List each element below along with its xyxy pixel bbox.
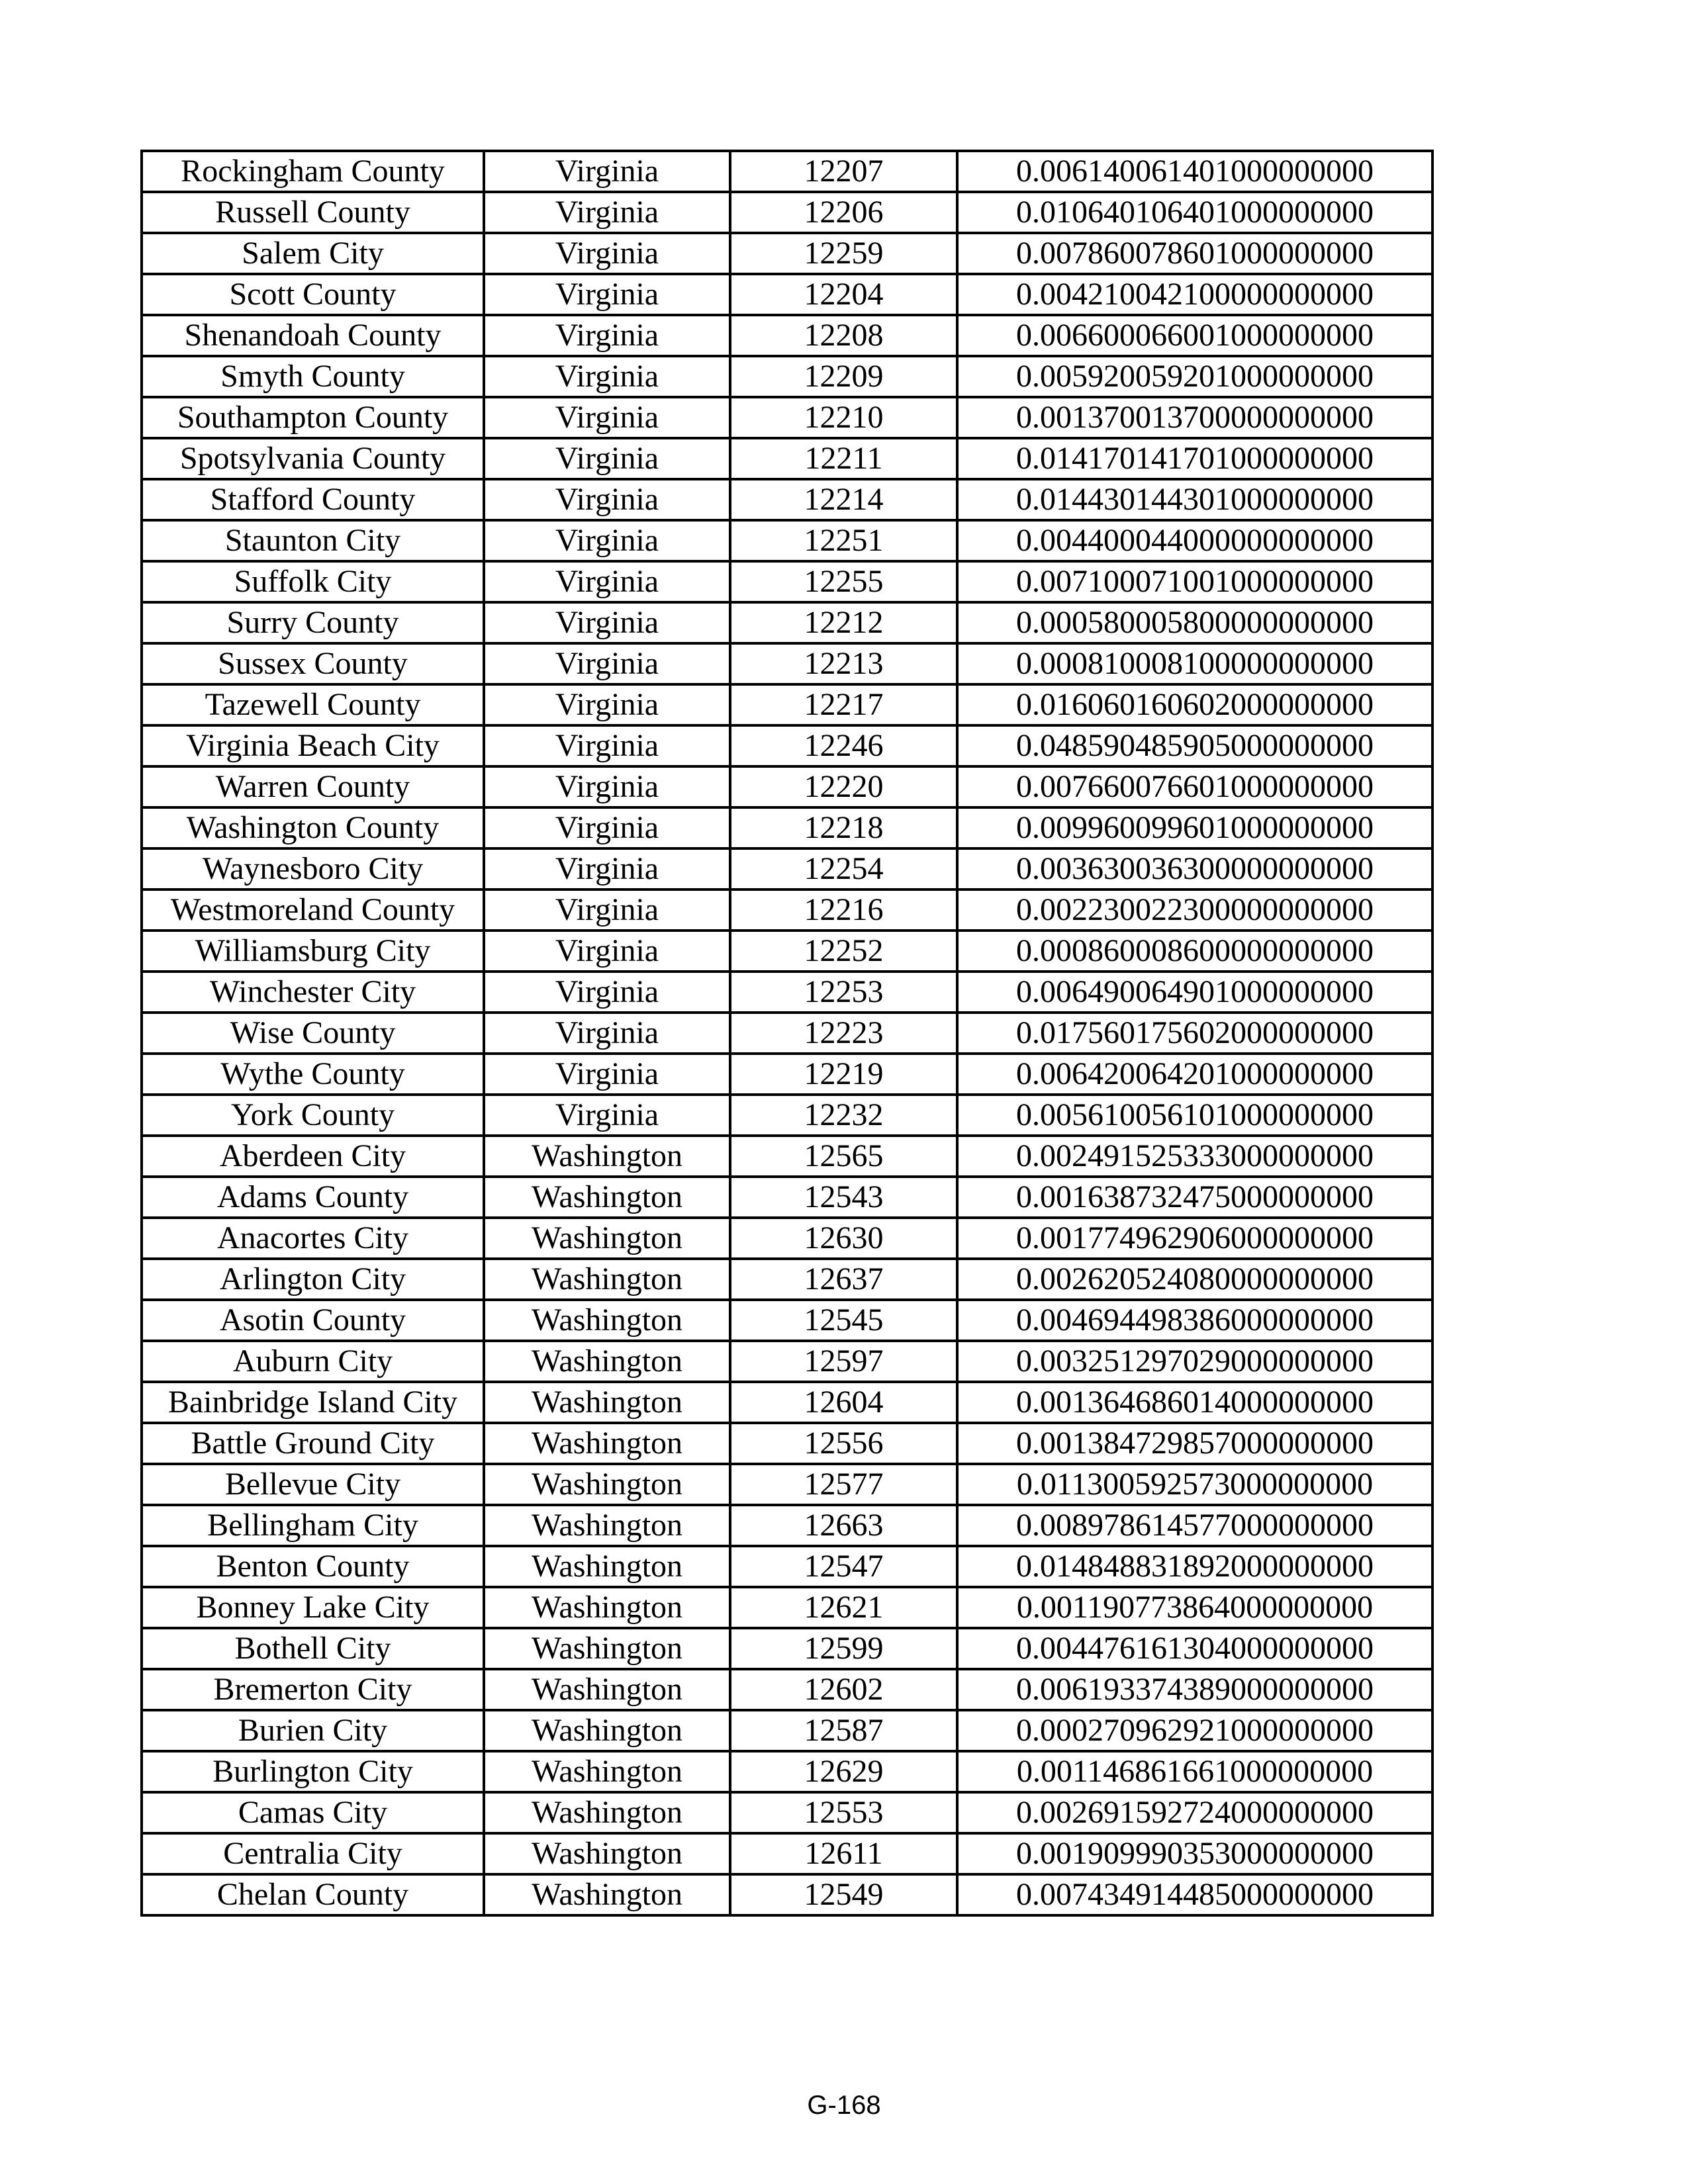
state-cell: Washington [484, 1874, 730, 1915]
county-name-cell: Wise County [142, 1013, 484, 1054]
county-name-cell: Adams County [142, 1177, 484, 1218]
value-cell: 0.005920059201000000000 [957, 356, 1432, 397]
county-name-cell: Battle Ground City [142, 1423, 484, 1464]
value-cell: 0.004210042100000000000 [957, 274, 1432, 315]
state-cell: Virginia [484, 315, 730, 356]
county-name-cell: Bainbridge Island City [142, 1382, 484, 1423]
table-row [142, 1136, 1432, 1177]
state-cell: Washington [484, 1669, 730, 1710]
value-cell: 0.001146861661000000000 [957, 1751, 1432, 1792]
value-cell: 0.007860078601000000000 [957, 233, 1432, 274]
county-name-cell: Washington County [142, 807, 484, 848]
county-name-cell: Warren County [142, 766, 484, 807]
value-cell: 0.006420064201000000000 [957, 1054, 1432, 1095]
id-cell: 12212 [730, 602, 957, 643]
table-row [142, 356, 1432, 397]
value-cell: 0.010640106401000000000 [957, 192, 1432, 233]
state-cell: Washington [484, 1792, 730, 1833]
county-name-cell: Winchester City [142, 972, 484, 1013]
table-row [142, 479, 1432, 520]
county-name-cell: Wythe County [142, 1054, 484, 1095]
value-cell: 0.004400044000000000000 [957, 520, 1432, 561]
page-number: G-168 [807, 2091, 881, 2120]
value-cell: 0.005610056101000000000 [957, 1095, 1432, 1136]
value-cell: 0.004694498386000000000 [957, 1300, 1432, 1341]
id-cell: 12254 [730, 848, 957, 889]
table-row [142, 1669, 1432, 1710]
county-name-cell: York County [142, 1095, 484, 1136]
county-name-cell: Bremerton City [142, 1669, 484, 1710]
value-cell: 0.003251297029000000000 [957, 1341, 1432, 1382]
value-cell: 0.002620524080000000000 [957, 1259, 1432, 1300]
county-name-cell: Virginia Beach City [142, 725, 484, 766]
value-cell: 0.000860008600000000000 [957, 931, 1432, 972]
county-name-cell: Bothell City [142, 1628, 484, 1669]
table-row [142, 520, 1432, 561]
state-cell: Virginia [484, 602, 730, 643]
county-name-cell: Staunton City [142, 520, 484, 561]
state-cell: Virginia [484, 192, 730, 233]
allocation-table [140, 150, 1434, 1917]
id-cell: 12629 [730, 1751, 957, 1792]
value-cell: 0.004476161304000000000 [957, 1628, 1432, 1669]
value-cell: 0.008978614577000000000 [957, 1505, 1432, 1546]
state-cell: Virginia [484, 151, 730, 192]
table-row [142, 1505, 1432, 1546]
id-cell: 12210 [730, 397, 957, 438]
state-cell: Virginia [484, 931, 730, 972]
county-name-cell: Arlington City [142, 1259, 484, 1300]
table-row [142, 1300, 1432, 1341]
id-cell: 12556 [730, 1423, 957, 1464]
table-row [142, 643, 1432, 684]
value-cell: 0.001190773864000000000 [957, 1587, 1432, 1628]
county-name-cell: Bellevue City [142, 1464, 484, 1505]
value-cell: 0.002491525333000000000 [957, 1136, 1432, 1177]
id-cell: 12204 [730, 274, 957, 315]
value-cell: 0.007434914485000000000 [957, 1874, 1432, 1915]
county-name-cell: Burlington City [142, 1751, 484, 1792]
state-cell: Washington [484, 1833, 730, 1874]
table-row [142, 807, 1432, 848]
state-cell: Washington [484, 1423, 730, 1464]
state-cell: Virginia [484, 807, 730, 848]
value-cell: 0.006600066001000000000 [957, 315, 1432, 356]
state-cell: Virginia [484, 889, 730, 931]
county-name-cell: Chelan County [142, 1874, 484, 1915]
table-body [142, 151, 1432, 1915]
id-cell: 12545 [730, 1300, 957, 1341]
value-cell: 0.006490064901000000000 [957, 972, 1432, 1013]
id-cell: 12252 [730, 931, 957, 972]
table-row [142, 151, 1432, 192]
state-cell: Virginia [484, 848, 730, 889]
table-row [142, 889, 1432, 931]
table-row [142, 931, 1432, 972]
value-cell: 0.006140061401000000000 [957, 151, 1432, 192]
county-name-cell: Suffolk City [142, 561, 484, 602]
state-cell: Washington [484, 1464, 730, 1505]
county-name-cell: Southampton County [142, 397, 484, 438]
value-cell: 0.017560175602000000000 [957, 1013, 1432, 1054]
value-cell: 0.000810008100000000000 [957, 643, 1432, 684]
id-cell: 12577 [730, 1464, 957, 1505]
state-cell: Washington [484, 1505, 730, 1546]
state-cell: Virginia [484, 643, 730, 684]
value-cell: 0.002230022300000000000 [957, 889, 1432, 931]
id-cell: 12663 [730, 1505, 957, 1546]
table-row [142, 1013, 1432, 1054]
id-cell: 12630 [730, 1218, 957, 1259]
id-cell: 12207 [730, 151, 957, 192]
table-row [142, 561, 1432, 602]
county-name-cell: Smyth County [142, 356, 484, 397]
state-cell: Virginia [484, 274, 730, 315]
value-cell: 0.001370013700000000000 [957, 397, 1432, 438]
value-cell: 0.011300592573000000000 [957, 1464, 1432, 1505]
value-cell: 0.007100071001000000000 [957, 561, 1432, 602]
state-cell: Virginia [484, 520, 730, 561]
value-cell: 0.007660076601000000000 [957, 766, 1432, 807]
county-name-cell: Benton County [142, 1546, 484, 1587]
id-cell: 12209 [730, 356, 957, 397]
value-cell: 0.001364686014000000000 [957, 1382, 1432, 1423]
table-row [142, 274, 1432, 315]
id-cell: 12604 [730, 1382, 957, 1423]
state-cell: Washington [484, 1136, 730, 1177]
id-cell: 12599 [730, 1628, 957, 1669]
value-cell: 0.001774962906000000000 [957, 1218, 1432, 1259]
table-row [142, 972, 1432, 1013]
id-cell: 12211 [730, 438, 957, 479]
county-name-cell: Waynesboro City [142, 848, 484, 889]
value-cell: 0.014848831892000000000 [957, 1546, 1432, 1587]
id-cell: 12549 [730, 1874, 957, 1915]
county-name-cell: Russell County [142, 192, 484, 233]
state-cell: Virginia [484, 479, 730, 520]
state-cell: Virginia [484, 1013, 730, 1054]
county-name-cell: Stafford County [142, 479, 484, 520]
id-cell: 12565 [730, 1136, 957, 1177]
id-cell: 12220 [730, 766, 957, 807]
county-name-cell: Bonney Lake City [142, 1587, 484, 1628]
id-cell: 12253 [730, 972, 957, 1013]
value-cell: 0.000580005800000000000 [957, 602, 1432, 643]
state-cell: Virginia [484, 561, 730, 602]
id-cell: 12597 [730, 1341, 957, 1382]
value-cell: 0.006193374389000000000 [957, 1669, 1432, 1710]
state-cell: Washington [484, 1710, 730, 1751]
state-cell: Washington [484, 1300, 730, 1341]
county-name-cell: Sussex County [142, 643, 484, 684]
state-cell: Virginia [484, 438, 730, 479]
table-row [142, 848, 1432, 889]
state-cell: Virginia [484, 356, 730, 397]
county-name-cell: Burien City [142, 1710, 484, 1751]
id-cell: 12246 [730, 725, 957, 766]
table-row [142, 1423, 1432, 1464]
state-cell: Virginia [484, 684, 730, 725]
county-name-cell: Asotin County [142, 1300, 484, 1341]
state-cell: Washington [484, 1382, 730, 1423]
table-row [142, 1177, 1432, 1218]
table-row [142, 684, 1432, 725]
id-cell: 12217 [730, 684, 957, 725]
id-cell: 12218 [730, 807, 957, 848]
id-cell: 12232 [730, 1095, 957, 1136]
state-cell: Washington [484, 1628, 730, 1669]
county-name-cell: Anacortes City [142, 1218, 484, 1259]
county-name-cell: Shenandoah County [142, 315, 484, 356]
state-cell: Washington [484, 1177, 730, 1218]
table-row [142, 725, 1432, 766]
value-cell: 0.014430144301000000000 [957, 479, 1432, 520]
table-row [142, 1792, 1432, 1833]
table-row [142, 1751, 1432, 1792]
value-cell: 0.002691592724000000000 [957, 1792, 1432, 1833]
value-cell: 0.000270962921000000000 [957, 1710, 1432, 1751]
value-cell: 0.016060160602000000000 [957, 684, 1432, 725]
county-name-cell: Centralia City [142, 1833, 484, 1874]
table-row [142, 602, 1432, 643]
id-cell: 12251 [730, 520, 957, 561]
id-cell: 12543 [730, 1177, 957, 1218]
value-cell: 0.001384729857000000000 [957, 1423, 1432, 1464]
id-cell: 12206 [730, 192, 957, 233]
table-row [142, 1628, 1432, 1669]
id-cell: 12611 [730, 1833, 957, 1874]
id-cell: 12223 [730, 1013, 957, 1054]
table-row [142, 1341, 1432, 1382]
state-cell: Virginia [484, 972, 730, 1013]
county-name-cell: Westmoreland County [142, 889, 484, 931]
table-row [142, 1095, 1432, 1136]
state-cell: Virginia [484, 233, 730, 274]
state-cell: Virginia [484, 725, 730, 766]
table-row [142, 1464, 1432, 1505]
table-row [142, 1874, 1432, 1915]
table-row [142, 192, 1432, 233]
id-cell: 12553 [730, 1792, 957, 1833]
id-cell: 12637 [730, 1259, 957, 1300]
table-row [142, 397, 1432, 438]
table-row [142, 1710, 1432, 1751]
state-cell: Washington [484, 1587, 730, 1628]
state-cell: Washington [484, 1259, 730, 1300]
table-row [142, 1833, 1432, 1874]
id-cell: 12587 [730, 1710, 957, 1751]
id-cell: 12259 [730, 233, 957, 274]
id-cell: 12547 [730, 1546, 957, 1587]
id-cell: 12214 [730, 479, 957, 520]
state-cell: Washington [484, 1546, 730, 1587]
value-cell: 0.048590485905000000000 [957, 725, 1432, 766]
state-cell: Virginia [484, 766, 730, 807]
value-cell: 0.003630036300000000000 [957, 848, 1432, 889]
table-row [142, 1218, 1432, 1259]
id-cell: 12602 [730, 1669, 957, 1710]
county-name-cell: Scott County [142, 274, 484, 315]
county-name-cell: Tazewell County [142, 684, 484, 725]
table-row [142, 1546, 1432, 1587]
table-row [142, 1587, 1432, 1628]
county-name-cell: Rockingham County [142, 151, 484, 192]
county-name-cell: Williamsburg City [142, 931, 484, 972]
state-cell: Virginia [484, 397, 730, 438]
state-cell: Washington [484, 1218, 730, 1259]
id-cell: 12255 [730, 561, 957, 602]
value-cell: 0.001638732475000000000 [957, 1177, 1432, 1218]
id-cell: 12621 [730, 1587, 957, 1628]
table-row [142, 315, 1432, 356]
county-name-cell: Bellingham City [142, 1505, 484, 1546]
county-name-cell: Auburn City [142, 1341, 484, 1382]
table-row [142, 233, 1432, 274]
table-row [142, 1054, 1432, 1095]
id-cell: 12216 [730, 889, 957, 931]
value-cell: 0.014170141701000000000 [957, 438, 1432, 479]
table-row [142, 1382, 1432, 1423]
value-cell: 0.009960099601000000000 [957, 807, 1432, 848]
table-row [142, 766, 1432, 807]
id-cell: 12213 [730, 643, 957, 684]
value-cell: 0.001909990353000000000 [957, 1833, 1432, 1874]
county-name-cell: Camas City [142, 1792, 484, 1833]
state-cell: Washington [484, 1751, 730, 1792]
county-name-cell: Salem City [142, 233, 484, 274]
county-name-cell: Spotsylvania County [142, 438, 484, 479]
state-cell: Virginia [484, 1095, 730, 1136]
county-name-cell: Aberdeen City [142, 1136, 484, 1177]
state-cell: Virginia [484, 1054, 730, 1095]
id-cell: 12219 [730, 1054, 957, 1095]
table-row [142, 1259, 1432, 1300]
state-cell: Washington [484, 1341, 730, 1382]
table-row [142, 438, 1432, 479]
id-cell: 12208 [730, 315, 957, 356]
county-name-cell: Surry County [142, 602, 484, 643]
